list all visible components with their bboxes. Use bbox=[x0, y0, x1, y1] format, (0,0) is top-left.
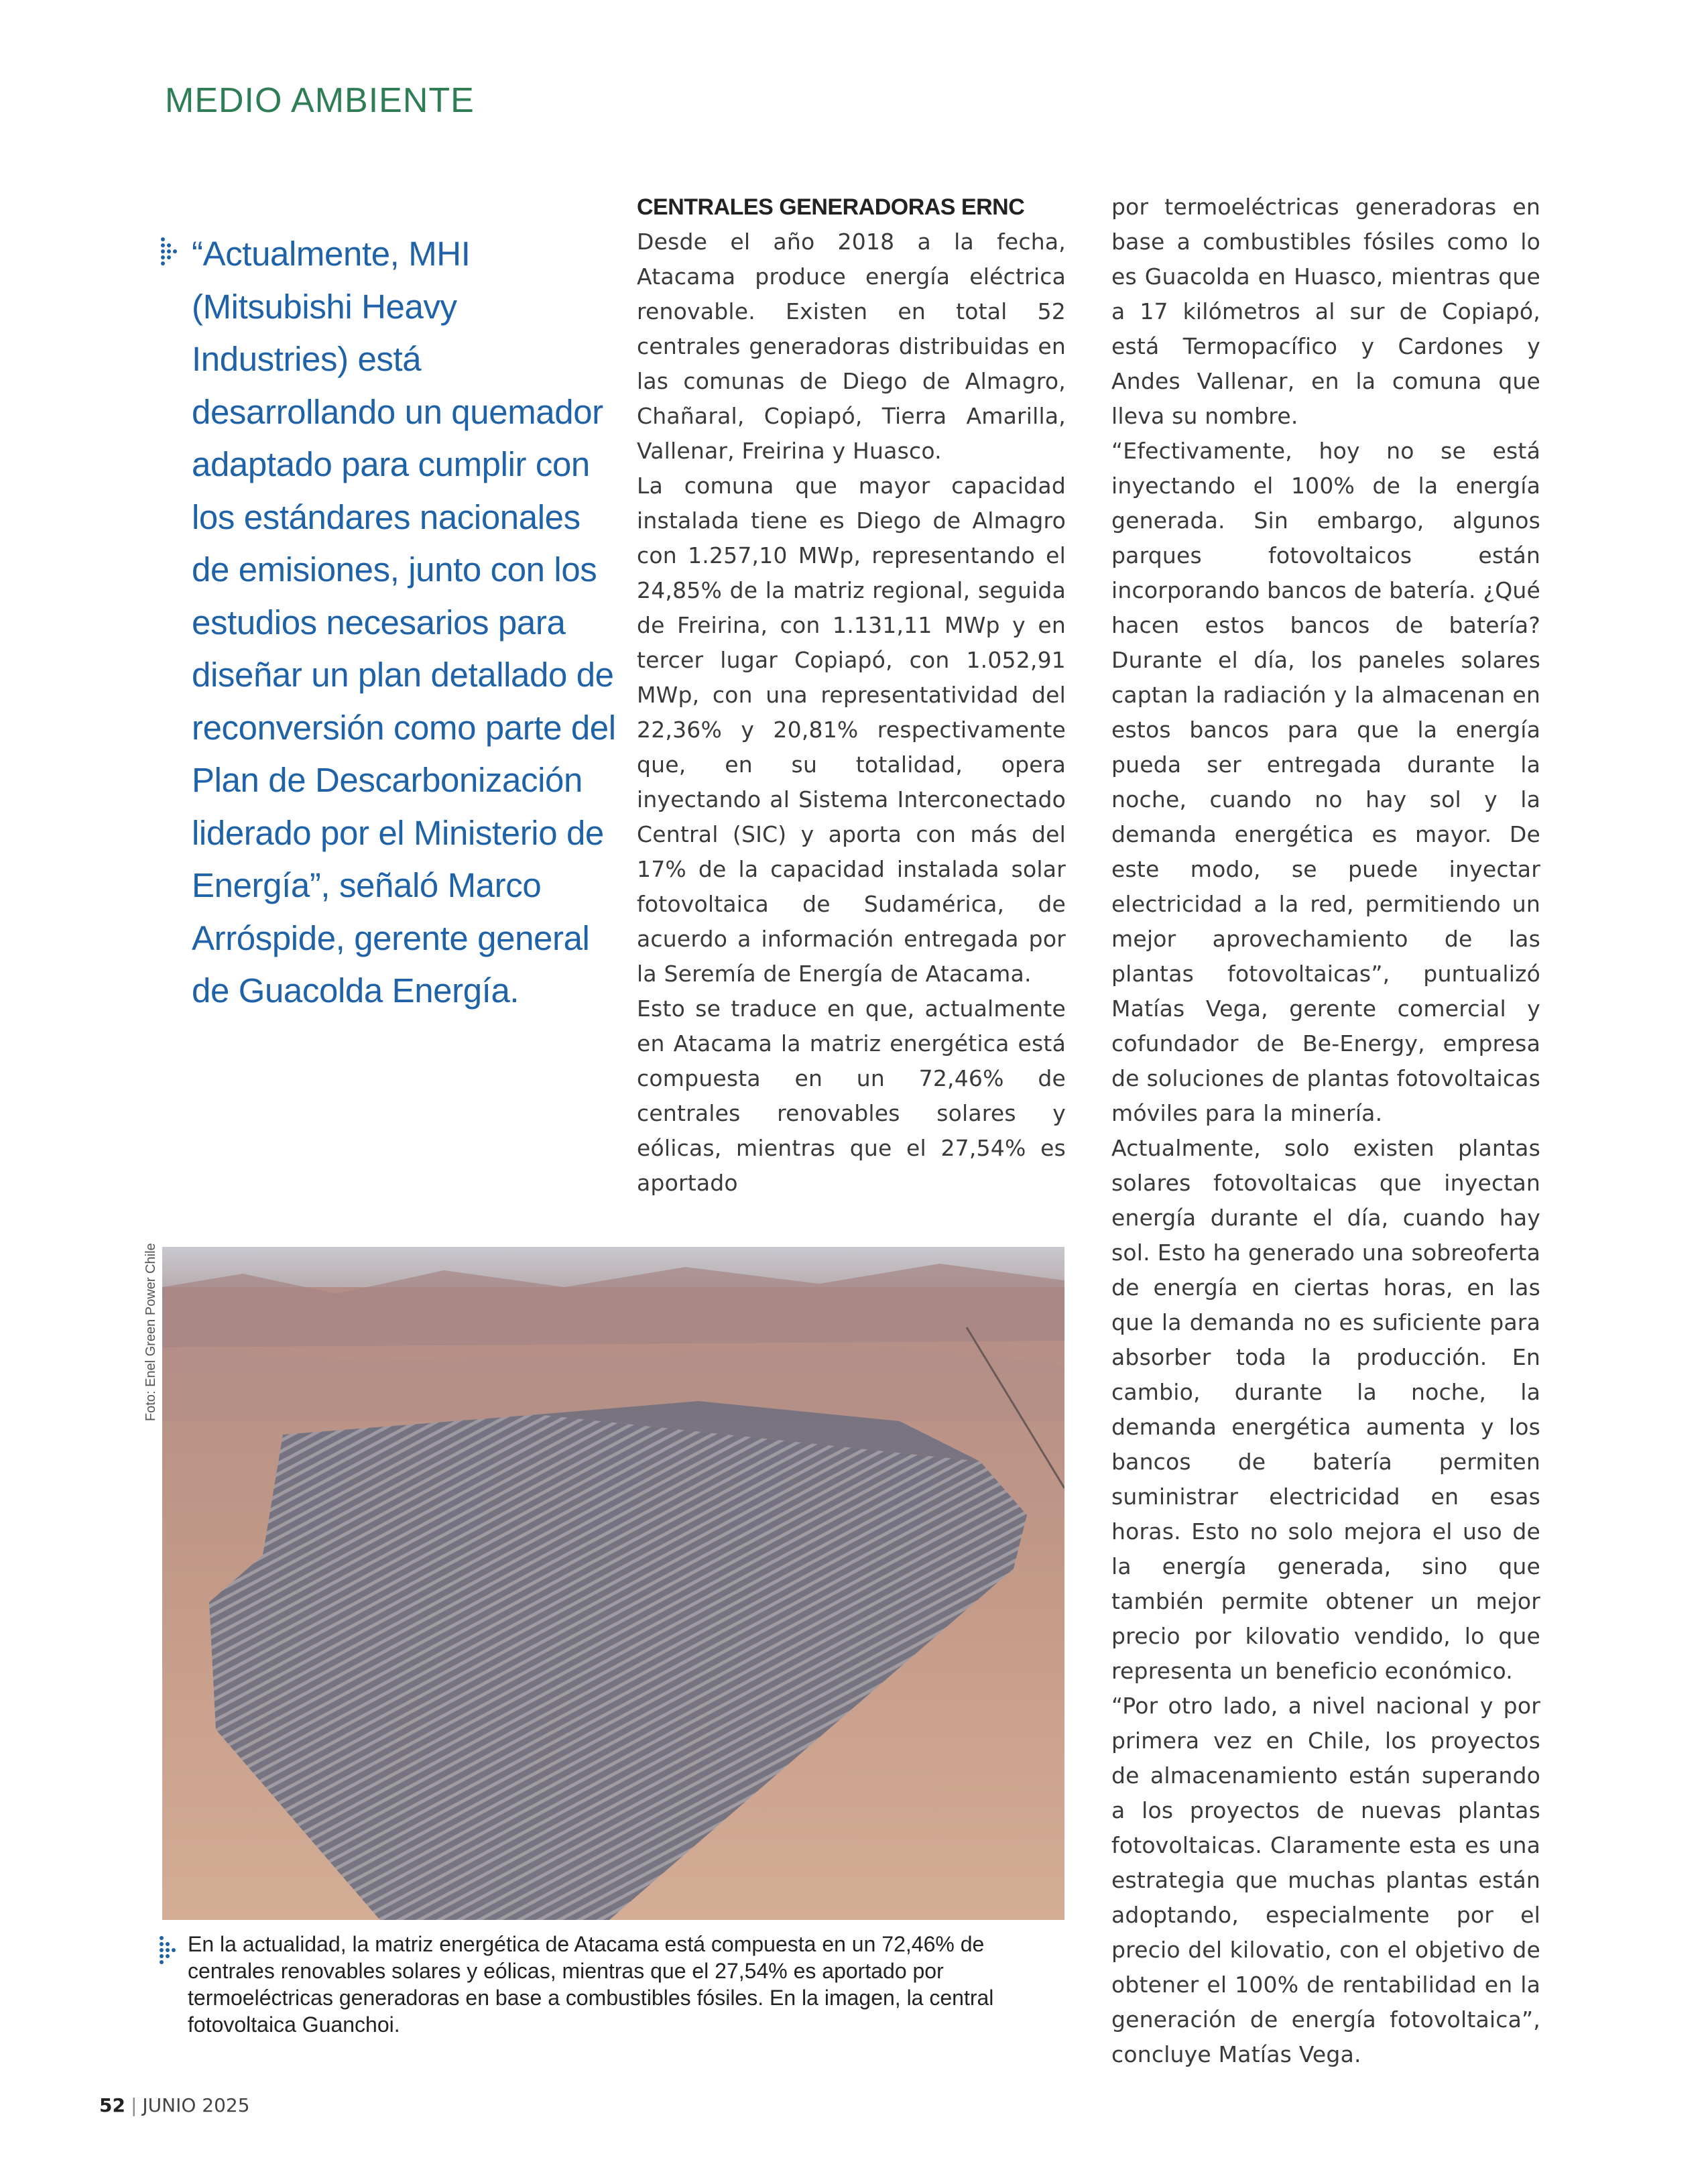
paragraph: “Por otro lado, a nivel nacional y por primera vez en Chile, los proyectos de almacenamiento están superando a los proyectos de nuevas plantas fotovoltaicas. Claramente esta es una estrategia que muchas plantas están adoptando, especialmente por el precio del kilovatio, con el objetivo de obtener el 100% de rentabilidad en la generación de energía fotovoltaica”, concluye Matías Vega. bbox=[1111, 1693, 1540, 2067]
pull-quote-text: “Actualmente, MHI (Mitsubishi Heavy Industries) está desarrollando un quemador adaptado para cumplir con los estándares nacionales de emisiones, junto con los estudios necesarios para diseñar un plan detallado de reconversión como parte del Plan de Descarbonización liderado por el Ministerio de Energía”, señaló Marco Arróspide, gerente general de Guacolda Energía. bbox=[192, 235, 616, 1010]
article-heading: CENTRALES GENERADORAS ERNC bbox=[637, 194, 1025, 220]
paragraph: Actualmente, solo existen plantas solares fotovoltaicas que inyectan energía durante el día, cuando hay sol. Esto ha generado una sobreoferta de energía en ciertas horas, en las que la demanda no es suficiente para absorber toda la producción. En cambio, durante la noche, la demanda energética aumenta y los bancos de batería permiten suministrar electricidad en esas horas. Esto no solo mejora el uso de la energía generada, sino que también permite obtener un mejor precio por kilovatio vendido, lo que representa un beneficio económico. bbox=[1111, 1135, 1540, 1684]
photo-caption bbox=[160, 1931, 1071, 2038]
photo-credit: Foto: Enel Green Power Chile bbox=[143, 1243, 158, 1421]
caption-text: En la actualidad, la matriz energética de Atacama está compuesta en un 72,46% de centrales renovables solares y eólicas, mientras que el 27,54% es aportado por termoeléctricas generadoras en base a combustibles fósiles. En la imagen, la central fotovoltaica Guanchoi. bbox=[188, 1932, 994, 2037]
solar-plant-photo bbox=[162, 1247, 1064, 1920]
article-column-middle bbox=[637, 190, 1066, 1201]
issue-date: JUNIO 2025 bbox=[142, 2094, 250, 2116]
bullet-dots-icon bbox=[161, 237, 177, 265]
section-title: MEDIO AMBIENTE bbox=[165, 81, 475, 120]
article-column-right bbox=[1111, 190, 1540, 2072]
page-footer: 52 | JUNIO 2025 bbox=[99, 2094, 250, 2116]
paragraph: La comuna que mayor capacidad instalada tiene es Diego de Almagro con 1.257,10 MWp, representando el 24,85% de la matriz regional, seguida de Freirina, con 1.131,11 MWp y en tercer lugar Copiapó, con 1.052,91 MWp, con una representatividad del 22,36% y 20,81% respectivamente que, en su totalidad, opera inyectando al Sistema Interconectado Central (SIC) y aporta con más del 17% de la capacidad instalada solar fotovoltaica de Sudamérica, de acuerdo a información entregada por la Seremía de Energía de Atacama. bbox=[637, 473, 1066, 987]
bullet-dots-icon bbox=[160, 1936, 176, 1964]
page-number: 52 bbox=[99, 2094, 125, 2116]
pull-quote bbox=[161, 228, 617, 1018]
paragraph: Esto se traduce en que, actualmente en Atacama la matriz energética está compuesta en un 72,46% de centrales renovables solares y eólicas, mientras que el 27,54% es aportado bbox=[637, 996, 1066, 1196]
paragraph: por termoeléctricas generadoras en base a combustibles fósiles como lo es Guacolda en Huasco, mientras que a 17 kilómetros al sur de Copiapó, está Termopacífico y Cardones y Andes Vallenar, en la comuna que lleva su nombre. bbox=[1111, 194, 1540, 429]
paragraph: Desde el año 2018 a la fecha, Atacama produce energía eléctrica renovable. Existen en total 52 centrales generadoras distribuidas en las comunas de Diego de Almagro, Chañaral, Copiapó, Tierra Amarilla, Vallenar, Freirina y Huasco. bbox=[637, 229, 1066, 464]
paragraph: “Efectivamente, hoy no se está inyectando el 100% de la energía generada. Sin embargo, algunos parques fotovoltaicos están incorporando bancos de batería. ¿Qué hacen estos bancos de batería? Durante el día, los paneles solares captan la radiación y la almacenan en estos bancos para que la energía pueda ser entregada durante la noche, cuando no hay sol y la demanda energética es mayor. De este modo, se puede inyectar electricidad a la red, permitiendo un mejor aprovechamiento de las plantas fotovoltaicas”, puntualizó Matías Vega, gerente comercial y cofundador de Be-Energy, empresa de soluciones de plantas fotovoltaicas móviles para la minería. bbox=[1111, 438, 1540, 1126]
